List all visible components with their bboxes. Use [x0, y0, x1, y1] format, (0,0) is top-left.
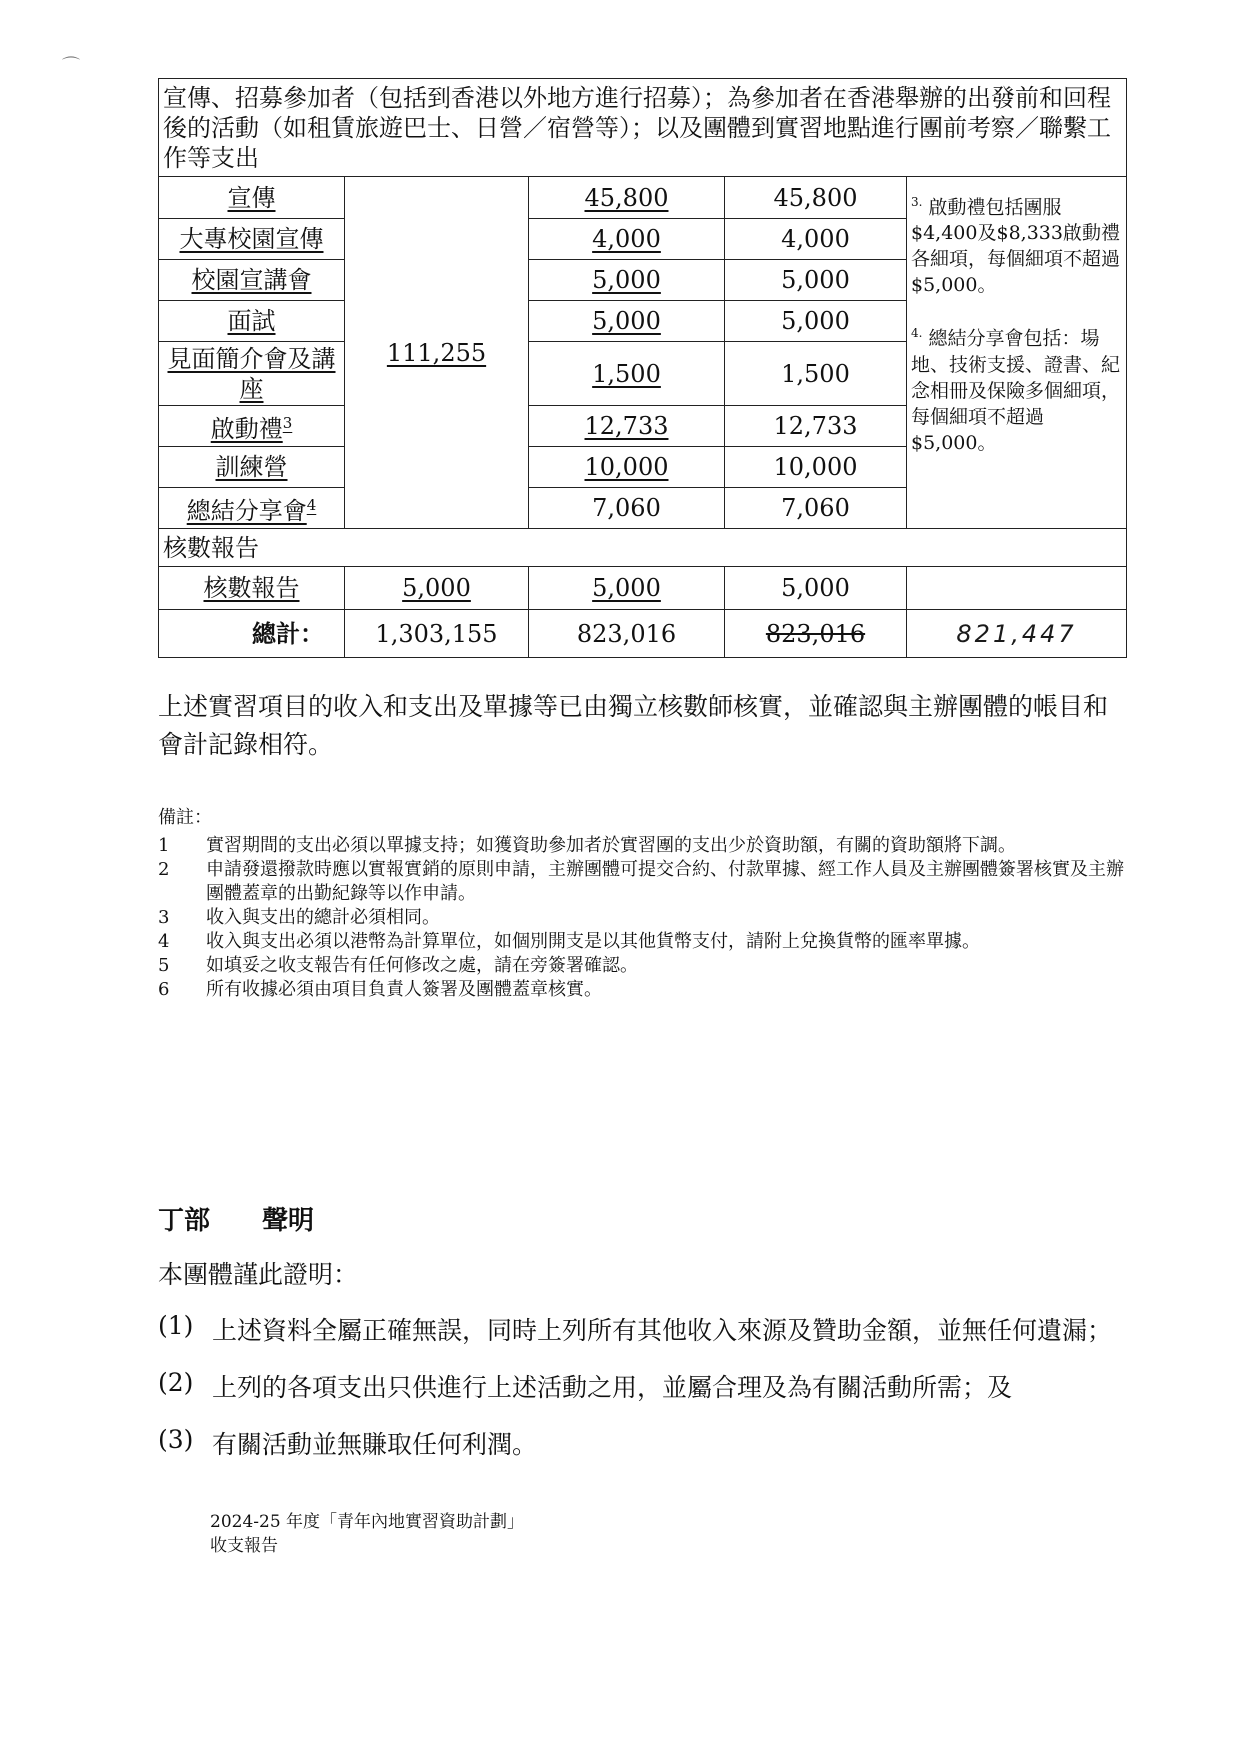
item-label: 啟動禮$^3$	[159, 406, 345, 447]
remark-item: 1 實習期間的支出必須以單據支持；如獲資助參加者於實習團的支出少於資助額，有關的資助額將下調。	[158, 835, 1016, 856]
item-col3: 5,000	[529, 260, 725, 301]
item-col3: 12,733	[529, 406, 725, 447]
remark-item: 6 所有收據必須由項目負責人簽署及團體蓋章核實。	[158, 979, 602, 1000]
expense-table	[158, 78, 1127, 658]
audit-item-label: 核數報告	[159, 567, 345, 610]
remark-item: 5 如填妥之收支報告有任何修改之處，請在旁簽署確認。	[158, 955, 638, 976]
item-label: 訓練營	[159, 447, 345, 488]
declaration-item: (1) 上述資料全屬正確無誤，同時上列所有其他收入來源及贊助金額，並無任何遺漏；	[158, 1311, 1113, 1345]
item-col4: 7,060	[725, 488, 907, 529]
item-col3: 1,500	[529, 342, 725, 406]
item-label: 宣傳	[159, 177, 345, 219]
audit-col3: 5,000	[529, 567, 725, 610]
item-label: 總結分享會$^4$	[159, 488, 345, 529]
total-col2: 1,303,155	[345, 610, 529, 658]
item-col3: 45,800	[529, 177, 725, 219]
table-row	[159, 177, 1127, 219]
remark-item: 4 收入與支出必須以港幣為計算單位，如個別開支是以其他貨幣支付，請附上兌換貨幣的匯率單據。	[158, 931, 980, 952]
total-row	[159, 610, 1127, 658]
note-4: $^{4.}$ 總結分享會包括：場地、技術支援、證書、紀念相冊及保險多個細項，每個細項不超過$5,000。	[911, 326, 1121, 454]
audit-col2: 5,000	[345, 567, 529, 610]
remarks	[158, 806, 1128, 1002]
certification-text: 上述實習項目的收入和支出及單據等已由獨立核數師核實，並確認與主辦團體的帳目和會計記錄相符。	[158, 692, 1109, 759]
declaration-heading: 丁部 聲明	[158, 1206, 315, 1236]
scan-artifact: ⌒	[62, 56, 80, 77]
total-col3: 823,016	[529, 610, 725, 658]
total-label: 總計：	[159, 610, 345, 658]
section-header: 宣傳、招募參加者（包括到香港以外地方進行招募）；為參加者在香港舉辦的出發前和回程後的活動（如租賃旅遊巴士、日營／宿營等）；以及團體到實習地點進行團前考察／聯繫工作等支出	[159, 79, 1127, 177]
item-col3: 5,000	[529, 301, 725, 342]
group-budget-total: 111,255	[345, 177, 529, 529]
handwritten-total: 821,447	[907, 610, 1127, 658]
declaration-intro: 本團體謹此證明：	[158, 1260, 359, 1289]
declaration	[158, 1200, 1158, 1482]
audit-col4: 5,000	[725, 567, 907, 610]
remarks-title: 備註：	[158, 807, 212, 828]
total-col4-struck: 823,016	[725, 610, 907, 658]
item-label: 大專校園宣傳	[159, 219, 345, 260]
item-col4: 4,000	[725, 219, 907, 260]
footer-line-1: 2024-25 年度「青年內地實習資助計劃」	[210, 1512, 525, 1532]
item-label: 校園宣講會	[159, 260, 345, 301]
page-footer	[210, 1510, 524, 1558]
footer-line-2: 收支報告	[210, 1536, 278, 1556]
item-col4: 10,000	[725, 447, 907, 488]
item-col3: 10,000	[529, 447, 725, 488]
item-col4: 12,733	[725, 406, 907, 447]
item-col3: 7,060	[529, 488, 725, 529]
item-label: 面試	[159, 301, 345, 342]
item-col4: 45,800	[725, 177, 907, 219]
declaration-item: (2) 上列的各項支出只供進行上述活動之用，並屬合理及為有關活動所需；及	[158, 1368, 1013, 1402]
audit-section-label: 核數報告	[159, 529, 1127, 567]
note-3: $^{3.}$ 啟動禮包括團服$4,400及$8,333啟動禮各細項，每個細項不超過$5,000。	[911, 195, 1121, 297]
remark-item: 3 收入與支出的總計必須相同。	[158, 907, 440, 928]
audit-note-empty	[907, 567, 1127, 610]
notes-cell	[907, 177, 1127, 529]
item-col4: 5,000	[725, 260, 907, 301]
declaration-item: (3) 有關活動並無賺取任何利潤。	[158, 1425, 538, 1459]
item-col3: 4,000	[529, 219, 725, 260]
remark-item: 2 申請發還撥款時應以實報實銷的原則申請，主辦團體可提交合約、付款單據、經工作人員及主辦團體簽署核實及主辦團體蓋章的出勤紀錄等以作申請。	[158, 859, 1124, 904]
item-col4: 1,500	[725, 342, 907, 406]
item-col4: 5,000	[725, 301, 907, 342]
table-row	[159, 567, 1127, 610]
item-label: 見面簡介會及講座	[159, 342, 345, 406]
